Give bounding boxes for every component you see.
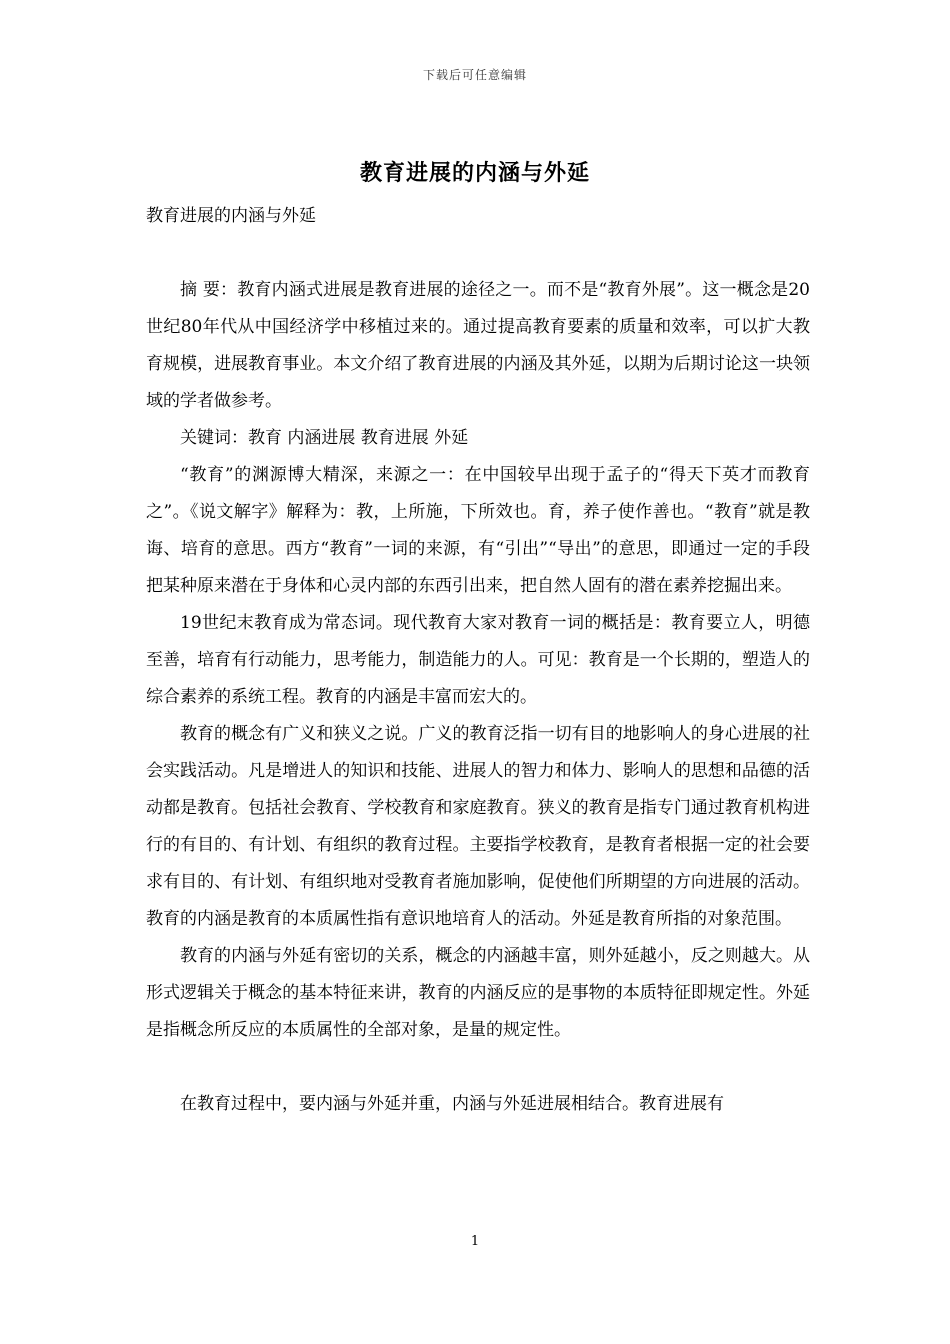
body-paragraph: “教育”的渊源博大精深，来源之一：在中国较早出现于孟子的“得天下英才而教育之”。《说文解字》解释为：教，上所施，下所效也。育，养子使作善也。“教育”就是教诲、培育的意思。西方“教育”一词的来源，有“引出”“导出”的意思，即通过一定的手段把某种原来潜在于身体和心灵内部的东西引出来，把自然人固有的潜在素养挖掘出来。 — [146, 465, 810, 596]
document-title: 教育进展的内涵与外延 — [359, 160, 590, 186]
body-paragraph: 教育的内涵与外延有密切的关系，概念的内涵越丰富，则外延越小，反之则越大。从形式逻辑关于概念的基本特征来讲，教育的内涵反应的是事物的本质特征即规定性。外延是指概念所反应的本质属性的全部对象，是量的规定性。 — [146, 946, 810, 1040]
abstract-paragraph: 摘 要：教育内涵式进展是教育进展的途径之一。而不是“教育外展”。这一概念是20世纪80年代从中国经济学中移植过来的。通过提高教育要素的质量和效率，可以扩大教育规模，进展教育事业。本文介绍了教育进展的内涵及其外延，以期为后期讨论这一块领域的学者做参考。 — [146, 280, 810, 411]
page-header-note: 下载后可任意编辑 — [422, 68, 527, 82]
body-paragraph: 教育的概念有广义和狭义之说。广义的教育泛指一切有目的地影响人的身心进展的社会实践活动。凡是增进人的知识和技能、进展人的智力和体力、影响人的思想和品德的活动都是教育。包括社会教育、学校教育和家庭教育。狭义的教育是指专门通过教育机构进行的有目的、有计划、有组织的教育过程。主要指学校教育，是教育者根据一定的社会要求有目的、有计划、有组织地对受教育者施加影响，促使他们所期望的方向进展的活动。教育的内涵是教育的本质属性指有意识地培育人的活动。外延是教育所指的对象范围。 — [146, 724, 810, 929]
body-paragraph: 19世纪末教育成为常态词。现代教育大家对教育一词的概括是：教育要立人，明德至善，培育有行动能力，思考能力，制造能力的人。可见：教育是一个长期的，塑造人的综合素养的系统工程。教育的内涵是丰富而宏大的。 — [146, 613, 810, 707]
document-subtitle: 教育进展的内涵与外延 — [146, 206, 316, 226]
keywords-paragraph: 关键词：教育 内涵进展 教育进展 外延 — [180, 428, 469, 448]
body-paragraph: 在教育过程中，要内涵与外延并重，内涵与外延进展相结合。教育进展有 — [180, 1094, 724, 1114]
page-number: 1 — [470, 1234, 480, 1249]
document-body — [146, 272, 810, 1123]
